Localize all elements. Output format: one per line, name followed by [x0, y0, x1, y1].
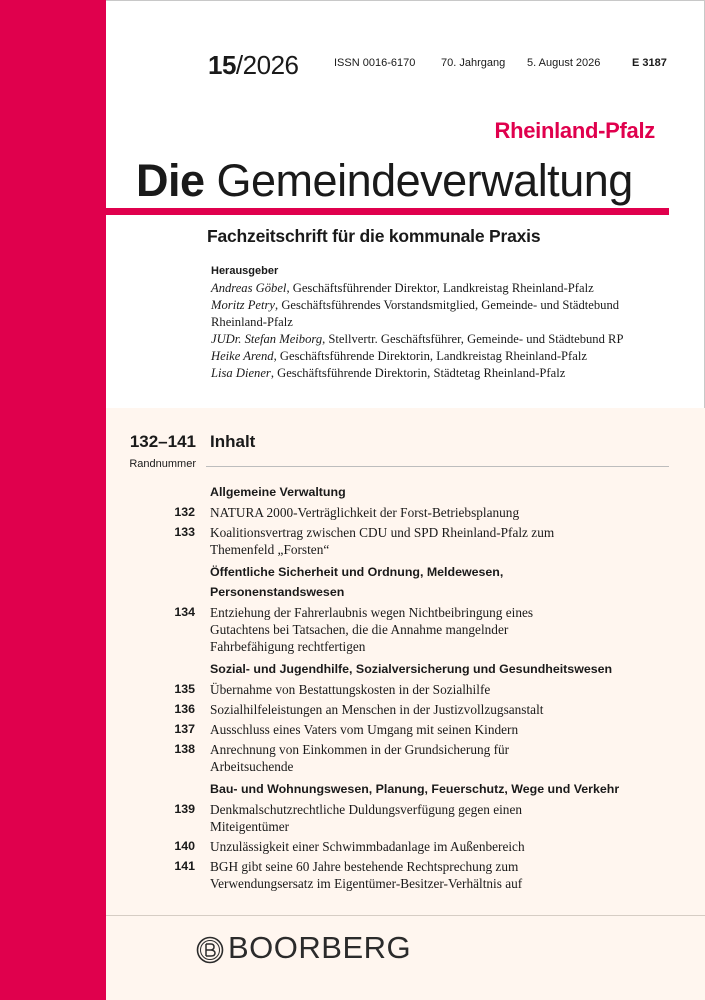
- entry-title: [210, 524, 630, 558]
- entry-title: [210, 741, 630, 775]
- journal-subtitle: Fachzeitschrift für die kommunale Praxis: [207, 226, 541, 246]
- entry-title-line: Miteigentümer: [210, 819, 290, 834]
- entry-title-line: Denkmalschutzrechtliche Duldungsverfügung gegen einen: [210, 802, 523, 817]
- section-heading: Sozial- und Jugendhilfe, Sozialversicherung und Gesundheitswesen: [210, 662, 613, 676]
- contents-entry: [150, 504, 670, 521]
- entry-title: [210, 681, 630, 698]
- publisher-logo: [196, 930, 416, 970]
- entry-title-line: Verwendungsersatz im Eigentümer-Besitzer-Verhältnis auf: [210, 876, 523, 891]
- contents-entry: [150, 681, 670, 698]
- entry-title: [210, 801, 630, 835]
- contents-entry: [150, 604, 670, 655]
- editors-heading: Herausgeber: [211, 265, 279, 277]
- publisher-name: BOORBERG: [228, 930, 412, 965]
- entry-number: 138: [174, 742, 195, 756]
- entry-title-line: Arbeitsuchende: [210, 759, 294, 774]
- red-side-band: [0, 0, 106, 1000]
- issue-number: 15/2026: [208, 50, 299, 80]
- entry-number: 132: [174, 505, 195, 519]
- entry-title: [210, 701, 630, 718]
- contents-range-label: Randnummer: [129, 458, 196, 470]
- boorberg-logo-icon: [196, 936, 224, 964]
- entry-title-line: Themenfeld „Forsten“: [210, 542, 330, 557]
- entry-title: [210, 858, 630, 892]
- entry-title: [210, 721, 630, 738]
- editor-line: [211, 314, 671, 331]
- title-rule: [106, 208, 669, 215]
- editor-role: , Geschäftsführende Direktorin, Städtetag Rheinland-Pfalz: [270, 366, 566, 380]
- entry-title: [210, 604, 630, 655]
- entry-title-line: Unzulässigkeit einer Schwimmbadanlage im Außenbereich: [210, 839, 525, 854]
- editor-role: , Geschäftsführender Direktor, Landkreistag Rheinland-Pfalz: [286, 281, 594, 295]
- entry-number: 139: [174, 802, 195, 816]
- editor-line: [211, 365, 671, 382]
- entry-title-line: Sozialhilfeleistungen an Menschen in der Justizvollzugsanstalt: [210, 702, 544, 717]
- section-heading: Öffentliche Sicherheit und Ordnung, Meldewesen,: [210, 565, 504, 579]
- editor-name: Moritz Petry: [211, 298, 276, 312]
- volume: 70. Jahrgang: [441, 57, 506, 69]
- entry-number: 135: [174, 682, 195, 696]
- issue-date: 5. August 2026: [527, 57, 601, 69]
- contents-entry: [150, 858, 670, 892]
- editor-name: Andreas Göbel: [211, 281, 287, 295]
- entry-number: 141: [174, 859, 195, 873]
- contents-entry: [150, 838, 670, 855]
- contents-entry: [150, 801, 670, 835]
- contents-range: 132–141: [129, 432, 196, 451]
- contents-rule: [206, 466, 669, 467]
- entry-number: 133: [174, 525, 195, 539]
- section-heading: Personenstandswesen: [210, 585, 345, 599]
- entry-title-line: Fahrbefähigung rechtfertigen: [210, 639, 366, 654]
- entry-number: 137: [174, 722, 195, 736]
- entry-title-line: Gutachtens bei Tatsachen, die die Annahme mangelnder: [210, 622, 509, 637]
- contents-entry: [150, 524, 670, 558]
- editor-line: [211, 297, 671, 314]
- editor-role: , Stellvertr. Geschäftsführer, Gemeinde- und Städtebund RP: [322, 332, 624, 346]
- entry-number: 134: [174, 605, 195, 619]
- editor-line: [211, 331, 671, 348]
- editor-role: Rheinland-Pfalz: [211, 315, 293, 329]
- entry-title-line: Übernahme von Bestattungskosten in der Sozialhilfe: [210, 682, 491, 697]
- journal-title: Die Gemeindeverwaltung: [136, 155, 633, 206]
- entry-title: [210, 504, 630, 521]
- entry-title: [210, 838, 630, 855]
- entry-title-line: Koalitionsvertrag zwischen CDU und SPD Rheinland-Pfalz zum: [210, 525, 555, 540]
- entry-number: 136: [174, 702, 195, 716]
- entry-title-line: Ausschluss eines Vaters vom Umgang mit seinen Kindern: [210, 722, 519, 737]
- section-heading: Bau- und Wohnungswesen, Planung, Feuerschutz, Wege und Verkehr: [210, 782, 620, 796]
- contents-entry: [150, 741, 670, 775]
- entry-number: 140: [174, 839, 195, 853]
- region-label: Rheinland-Pfalz: [494, 118, 655, 143]
- entry-title-line: Anrechnung von Einkommen in der Grundsicherung für: [210, 742, 510, 757]
- editor-line: [211, 348, 671, 365]
- issn: ISSN 0016-6170: [334, 57, 416, 69]
- editor-role: , Geschäftsführendes Vorstandsmitglied, Gemeinde- und Städtebund: [275, 298, 620, 312]
- entry-title-line: BGH gibt seine 60 Jahre bestehende Rechtsprechung zum: [210, 859, 519, 874]
- contents-title: Inhalt: [210, 432, 256, 451]
- postal-code: E 3187: [632, 57, 667, 69]
- contents-entry: [150, 701, 670, 718]
- editors-block: [211, 263, 671, 382]
- entry-title-line: NATURA 2000-Verträglichkeit der Forst-Betriebsplanung: [210, 505, 520, 520]
- editor-name: Lisa Diener: [211, 366, 271, 380]
- editor-role: , Geschäftsführende Direktorin, Landkreistag Rheinland-Pfalz: [273, 349, 587, 363]
- editor-name: Heike Arend: [211, 349, 274, 363]
- entry-title-line: Entziehung der Fahrerlaubnis wegen Nichtbeibringung eines: [210, 605, 534, 620]
- footer-rule: [106, 915, 705, 916]
- section-heading: Allgemeine Verwaltung: [210, 485, 346, 499]
- editor-name: JUDr. Stefan Meiborg: [211, 332, 323, 346]
- issue-metadata-bar: [208, 52, 668, 78]
- editor-line: [211, 280, 671, 297]
- contents-entry: [150, 721, 670, 738]
